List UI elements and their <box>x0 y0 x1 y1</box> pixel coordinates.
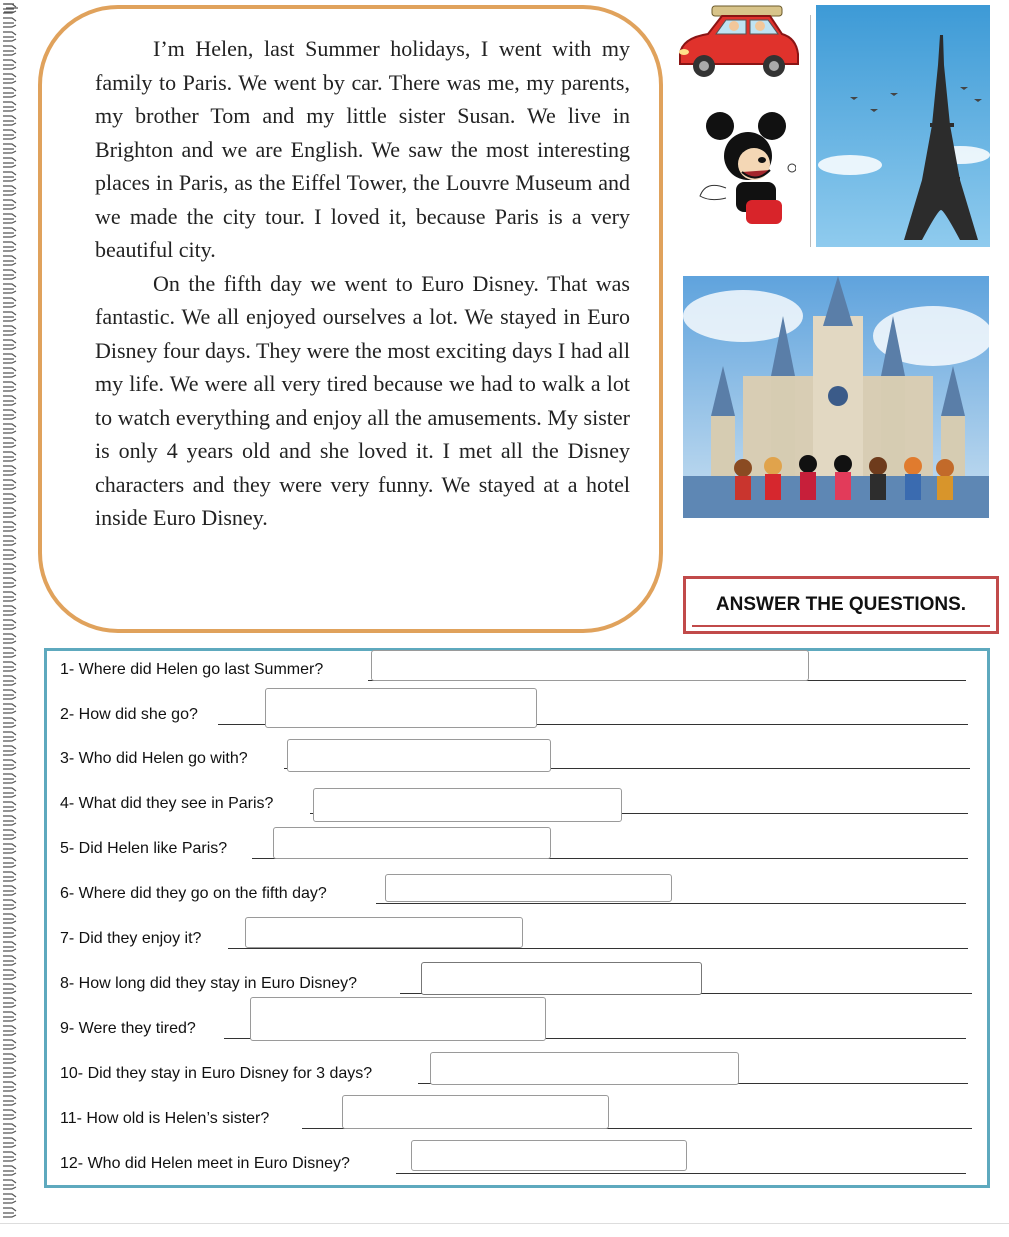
binding-coil <box>3 1068 16 1077</box>
binding-coil <box>3 88 16 97</box>
binding-coil <box>3 1110 16 1119</box>
story-text <box>95 32 630 535</box>
binding-coil <box>3 172 16 181</box>
binding-coil <box>3 578 16 587</box>
castle-photo <box>683 276 989 518</box>
answer-the-questions-title <box>683 576 999 634</box>
binding-coil <box>3 1012 16 1021</box>
binding-coil <box>3 158 16 167</box>
title-text: ANSWER THE QUESTIONS. <box>715 594 967 615</box>
binding-coil <box>3 662 16 671</box>
binding-coil <box>3 494 16 503</box>
binding-coil <box>3 802 16 811</box>
question-11: 11- How old is Helen’s sister? <box>60 1110 270 1127</box>
binding-coil <box>3 788 16 797</box>
question-7: 7- Did they enjoy it? <box>60 930 202 947</box>
binding-coil <box>3 480 16 489</box>
binding-coil <box>3 1040 16 1049</box>
answer-input-11[interactable] <box>342 1095 609 1129</box>
answer-input-5[interactable] <box>273 827 551 859</box>
binding-coil <box>3 690 16 699</box>
binding-coil <box>3 298 16 307</box>
answer-input-12[interactable] <box>411 1140 687 1171</box>
binding-coil <box>3 368 16 377</box>
binding-coil <box>3 760 16 769</box>
binding-coil <box>3 676 16 685</box>
binding-coil <box>3 746 16 755</box>
page-bottom-edge <box>0 1223 1009 1224</box>
binding-coil <box>3 340 16 349</box>
spiral-binding <box>0 0 34 1225</box>
binding-coil <box>3 1194 16 1203</box>
binding-coil <box>3 102 16 111</box>
binding-coil <box>3 970 16 979</box>
binding-coil <box>3 1082 16 1091</box>
binding-coil <box>3 704 16 713</box>
answer-input-7[interactable] <box>245 917 523 948</box>
answer-input-6[interactable] <box>385 874 672 902</box>
binding-coil <box>3 326 16 335</box>
binding-coil <box>3 1096 16 1105</box>
binding-coil <box>3 1208 16 1217</box>
binding-coil <box>3 648 16 657</box>
binding-coil <box>3 396 16 405</box>
question-10: 10- Did they stay in Euro Disney for 3 days? <box>60 1065 373 1082</box>
binding-coil <box>3 592 16 601</box>
answer-input-8[interactable] <box>421 962 702 995</box>
binding-coil <box>3 1152 16 1161</box>
binding-coil <box>3 312 16 321</box>
binding-coil <box>3 620 16 629</box>
story-paragraph-2: On the fifth day we went to Euro Disney. That was fantastic. We all enjoyed ourselves a lot. We stayed in Euro Disney four days. They were the most exciting days I had all my life. We were all very tired because we had to walk a lot to watch everything and enjoy all the amusements. My sister is only 4 years old and she loved it. I met all the Disney characters and they were very funny. We stayed at a hotel inside Euro Disney. <box>95 270 630 530</box>
binding-coil <box>3 522 16 531</box>
binding-coil <box>3 144 16 153</box>
binding-coil <box>3 354 16 363</box>
question-5: 5- Did Helen like Paris? <box>60 840 228 857</box>
binding-coil <box>3 956 16 965</box>
binding-coil <box>3 32 16 41</box>
binding-coil <box>3 1026 16 1035</box>
answer-input-3[interactable] <box>287 739 551 772</box>
binding-coil <box>3 550 16 559</box>
binding-coil <box>3 872 16 881</box>
binding-coil <box>3 1166 16 1175</box>
binding-coil <box>3 186 16 195</box>
binding-coil <box>3 634 16 643</box>
binding-coil <box>3 914 16 923</box>
answer-input-4[interactable] <box>313 788 622 822</box>
question-12: 12- Who did Helen meet in Euro Disney? <box>60 1155 350 1172</box>
binding-coil <box>3 984 16 993</box>
binding-coil <box>3 508 16 517</box>
binding-coil <box>3 732 16 741</box>
binding-coil <box>3 466 16 475</box>
question-1: 1- Where did Helen go last Summer? <box>60 661 324 678</box>
answer-input-9[interactable] <box>250 997 546 1041</box>
binding-coil <box>3 424 16 433</box>
binding-coil <box>3 1054 16 1063</box>
question-8: 8- How long did they stay in Euro Disney? <box>60 975 358 992</box>
binding-coil <box>3 130 16 139</box>
story-paragraph-1: I’m Helen, last Summer holidays, I went with my family to Paris. We went by car. There was me, my parents, my brother Tom and my little sister Susan. We live in Brighton and we are English. We saw the most interesting places in Paris, as the Eiffel Tower, the Louvre Museum and we made the city tour. I loved it, because Paris is a very beautiful city. <box>95 36 630 262</box>
binding-coil <box>3 214 16 223</box>
binding-coil <box>3 900 16 909</box>
question-4: 4- What did they see in Paris? <box>60 795 274 812</box>
binding-coil <box>3 998 16 1007</box>
binding-coil <box>3 410 16 419</box>
binding-coil <box>3 1138 16 1147</box>
binding-coil <box>3 858 16 867</box>
answer-input-10[interactable] <box>430 1052 739 1085</box>
question-2: 2- How did she go? <box>60 706 198 723</box>
answer-line-7 <box>228 948 968 949</box>
binding-coil <box>3 382 16 391</box>
mouse-illustration <box>696 108 796 228</box>
eiffel-tower-photo <box>810 5 990 247</box>
question-3: 3- Who did Helen go with? <box>60 750 248 767</box>
answer-input-2[interactable] <box>265 688 537 728</box>
binding-coil <box>3 830 16 839</box>
answer-line-12 <box>396 1173 966 1174</box>
binding-coil <box>3 242 16 251</box>
binding-coil <box>3 200 16 209</box>
binding-coil <box>3 452 16 461</box>
binding-coil <box>3 718 16 727</box>
binding-coil <box>3 46 16 55</box>
question-9: 9- Were they tired? <box>60 1020 196 1037</box>
binding-coil <box>3 270 16 279</box>
binding-coil <box>3 928 16 937</box>
binding-coil <box>3 536 16 545</box>
binding-coil <box>3 438 16 447</box>
binding-coil <box>3 774 16 783</box>
binding-coil <box>3 116 16 125</box>
binding-coil <box>3 284 16 293</box>
binding-coil <box>3 606 16 615</box>
binding-coil <box>3 844 16 853</box>
binding-coil <box>3 1124 16 1133</box>
binding-coil <box>3 816 16 825</box>
binding-coil <box>3 256 16 265</box>
binding-coil <box>3 1180 16 1189</box>
binding-coil <box>3 60 16 69</box>
binding-coil <box>3 942 16 951</box>
car-illustration <box>672 2 802 82</box>
question-6: 6- Where did they go on the fifth day? <box>60 885 327 902</box>
binding-coil <box>3 18 16 27</box>
binding-coil <box>3 886 16 895</box>
binding-coil <box>3 564 16 573</box>
binding-coil <box>3 228 16 237</box>
binding-coil <box>3 74 16 83</box>
answer-line-6 <box>376 903 966 904</box>
answer-input-1[interactable] <box>371 650 809 681</box>
